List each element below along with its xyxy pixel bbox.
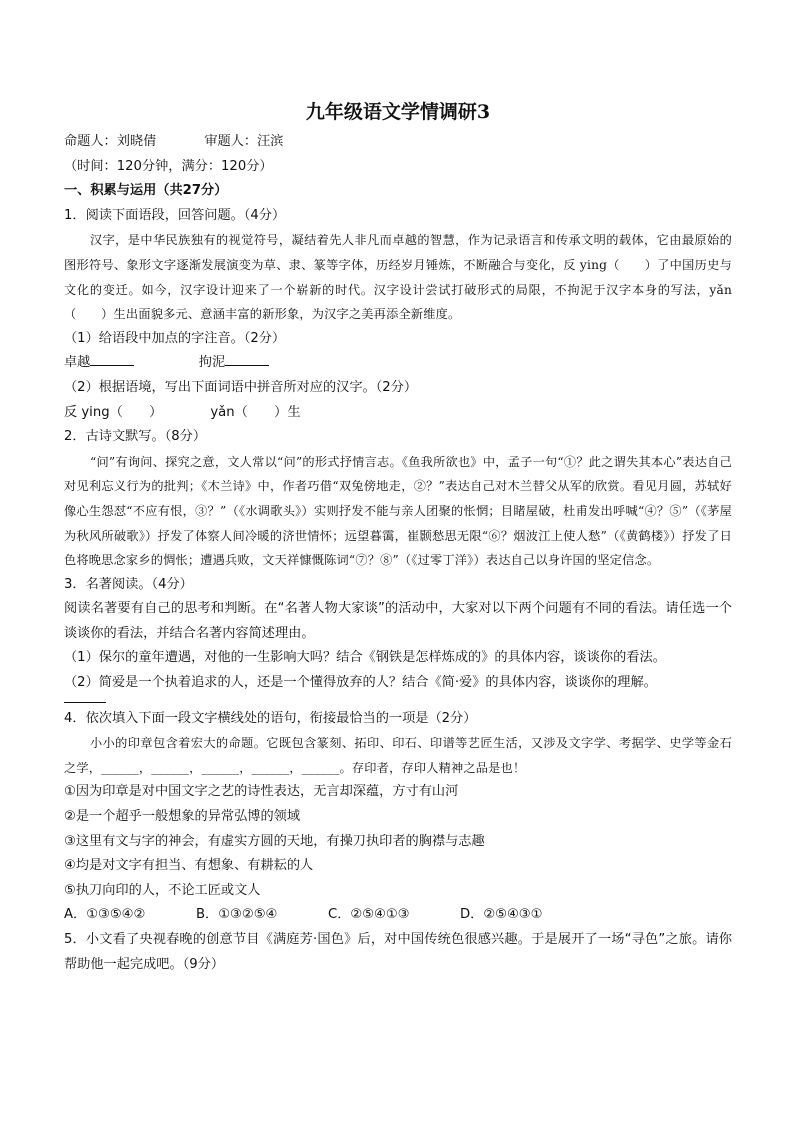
pinyin-row [64, 401, 732, 426]
pinyin-item-2: yǎn（ ）生 [210, 404, 301, 420]
question-3-prompt: 3．名著阅读。（4分） [64, 576, 193, 592]
answer-blank[interactable] [90, 351, 134, 366]
question-1-sub1: （1）给语段中加点的字注音。（2分） [64, 330, 286, 346]
option-c[interactable]: C．②⑤④①③ [328, 907, 410, 923]
question-4-passage: 小小的印章包含着宏大的命题。它既包含篆刻、拓印、印石、印谱等艺匠生活，又涉及文字学、考据学、史学等金石之学，______，______，______，______，______。存印者，存印人精神之品是也！ [64, 736, 732, 775]
answer-options [64, 903, 732, 928]
annotation-row [64, 351, 732, 376]
section-heading: 一、积累与运用（共27分） [64, 183, 228, 199]
reviewer: 审题人：汪滨 [204, 134, 284, 149]
question-1-sub2: （2）根据语境，写出下面词语中拼音所对应的汉字。（2分） [64, 379, 418, 395]
list-item: ①因为印章是对中国文字之艺的诗性表达，无言却深蕴，方寸有山河 [64, 784, 459, 800]
exam-page [64, 98, 732, 977]
question-2-passage: “问”有询问、探究之意，文人常以“问”的形式抒情言志。《鱼我所欲也》中，孟子一句“①？此之谓失其本心”表达自己对见利忘义行为的批判；《木兰诗》中，作者巧借“双兔傍地走，②？”表达自己对木兰替父从军的欣赏。看见月圆，苏轼好像心生怨怼“不应有恨，③？”（《水调歌头》）实则抒发不能与亲人团聚的怅惘；目睹屋破，杜甫发出呼喊“④？⑤”（《茅屋为秋风所破歌》）抒发了体察人间冷暖的济世情怀；远望暮霭，崔颢愁思无限“⑥？烟波江上使人愁”（《黄鹤楼》）抒发了日色将晚思念家乡的惆怅；遭遇兵败，文天祥慷慨陈词“⑦？⑧”（《过零丁洋》）表达自己以身许国的坚定信念。 [64, 454, 732, 568]
author-line [64, 130, 732, 155]
list-item: ⑤执刀向印的人，不论工匠或文人 [64, 882, 261, 898]
question-2-prompt: 2．古诗文默写。（8分） [64, 429, 207, 445]
answer-rule [64, 702, 106, 703]
question-1-prompt: 1．阅读下面语段，回答问题。（4分） [64, 207, 286, 223]
time-info: （时间：120分钟，满分：120分） [64, 158, 273, 174]
question-4-prompt: 4．依次填入下面一段文字横线处的语句，衔接最恰当的一项是（2分） [64, 710, 477, 726]
list-item: ②是一个超乎一般想象的异常弘博的领域 [64, 809, 301, 825]
option-a[interactable]: A．①③⑤④② [64, 907, 146, 923]
question-3-intro: 阅读名著要有自己的思考和判断。在“名著人物大家谈”的活动中，大家对以下两个问题有不同的看法。请任选一个谈谈你的看法，并结合名著内容简述理由。 [64, 601, 732, 641]
list-item: ③这里有文与字的神会，有虚实方圆的天地，有操刀执印者的胸襟与志趣 [64, 833, 485, 849]
question-3-sub2: （2）简爱是一个执着追求的人，还是一个懂得放弃的人？结合《简·爱》的具体内容，谈谈你的理解。 [64, 675, 657, 691]
option-d[interactable]: D．②⑤④③① [460, 907, 543, 923]
question-3-sub1: （1）保尔的童年遭遇，对他的一生影响大吗？结合《钢铁是怎样炼成的》的具体内容，谈谈你的看法。 [64, 650, 666, 666]
author: 命题人：刘晓倩 [64, 134, 157, 149]
question-1-passage: 汉字，是中华民族独有的视觉符号，凝结着先人非凡而卓越的智慧，作为记录语言和传承文明的载体，它由最原始的图形符号、象形文字逐渐发展演变为草、隶、篆等字体，历经岁月锤炼，不断融合与变化，反 ying（ ）了中国历史与文化的变迁。如今，汉字设计迎来了一个崭新的时代。汉字设计尝试打破形式的局限，不拘泥于汉字本身的写法，yǎn（ ）生出面貌多元、意涵丰富的新形象，为汉字之美再添全新维度。 [64, 233, 732, 322]
list-item: ④均是对文字有担当、有想象、有耕耘的人 [64, 858, 314, 874]
option-b[interactable]: B．①③②⑤④ [196, 907, 278, 923]
answer-blank[interactable] [225, 351, 269, 366]
word-juni: 拘泥 [198, 355, 226, 371]
question-5-prompt: 5．小文看了央视春晚的创意节目《满庭芳·国色》后，对中国传统色很感兴趣。于是展开了一场“寻色”之旅。请你帮助他一起完成吧。（9分） [64, 932, 732, 972]
word-zhuoyue: 卓越 [64, 355, 91, 371]
pinyin-item-1: 反 ying（ ） [64, 404, 163, 420]
page-title: 九年级语文学情调研3 [305, 101, 491, 123]
